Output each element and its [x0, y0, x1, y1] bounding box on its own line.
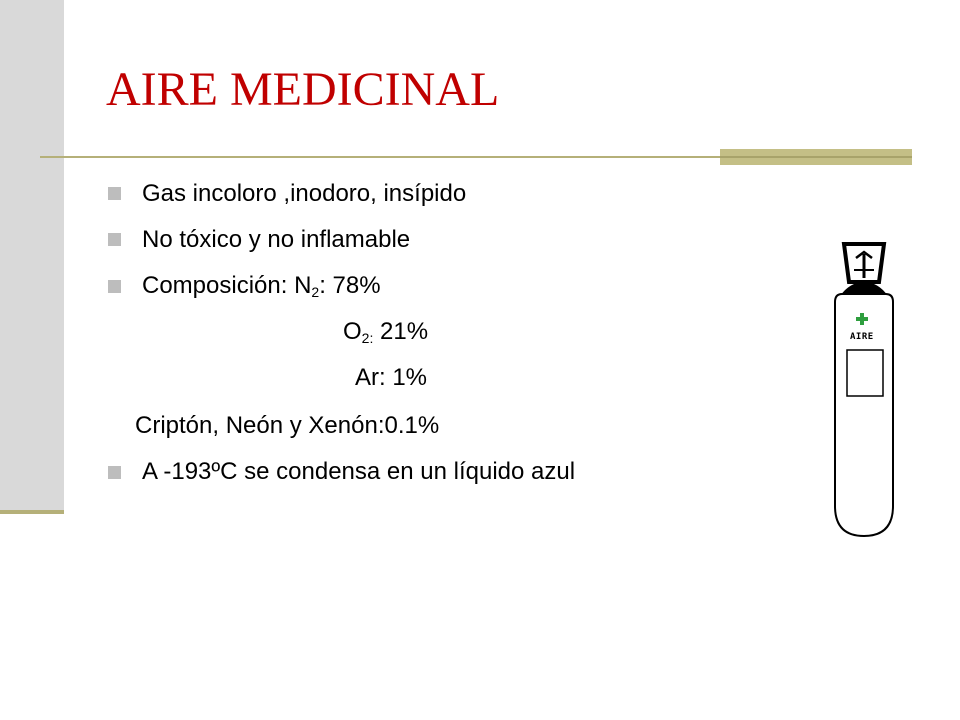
- composition-argon: Ar: 1%: [355, 364, 428, 391]
- nitrogen-subscript: 2: [311, 284, 320, 300]
- bullet-composition: [142, 272, 381, 306]
- side-band-footer: [0, 510, 64, 514]
- nitrogen-value: : 78%: [319, 272, 381, 299]
- side-band: [0, 0, 64, 512]
- bullet-marker: [108, 187, 121, 200]
- slide-title: AIRE MEDICINAL: [106, 63, 500, 116]
- title-divider-accent-line: [720, 156, 912, 158]
- bullet-condensation: A -193ºC se condensa en un líquido azul: [142, 458, 576, 485]
- composition-others: Criptón, Neón y Xenón:0.1%: [135, 412, 440, 439]
- nitrogen-symbol: N: [294, 272, 312, 299]
- bullet-safety: No tóxico y no inflamable: [142, 226, 411, 253]
- cylinder-label: AIRE: [850, 332, 874, 342]
- bullet-marker: [108, 280, 121, 293]
- bullet-gas-properties: Gas incoloro ,inodoro, insípido: [142, 180, 467, 207]
- composition-label: Composición:: [142, 272, 295, 299]
- medical-cross-icon: [856, 312, 868, 324]
- gas-cylinder-icon: [828, 238, 904, 538]
- bullet-marker: [108, 466, 121, 479]
- title-divider: [40, 156, 720, 158]
- bullet-marker: [108, 233, 121, 246]
- oxygen-symbol: O: [343, 318, 362, 345]
- oxygen-value: 21%: [373, 318, 429, 345]
- oxygen-subscript: 2:: [361, 330, 374, 346]
- composition-oxygen: [343, 318, 428, 352]
